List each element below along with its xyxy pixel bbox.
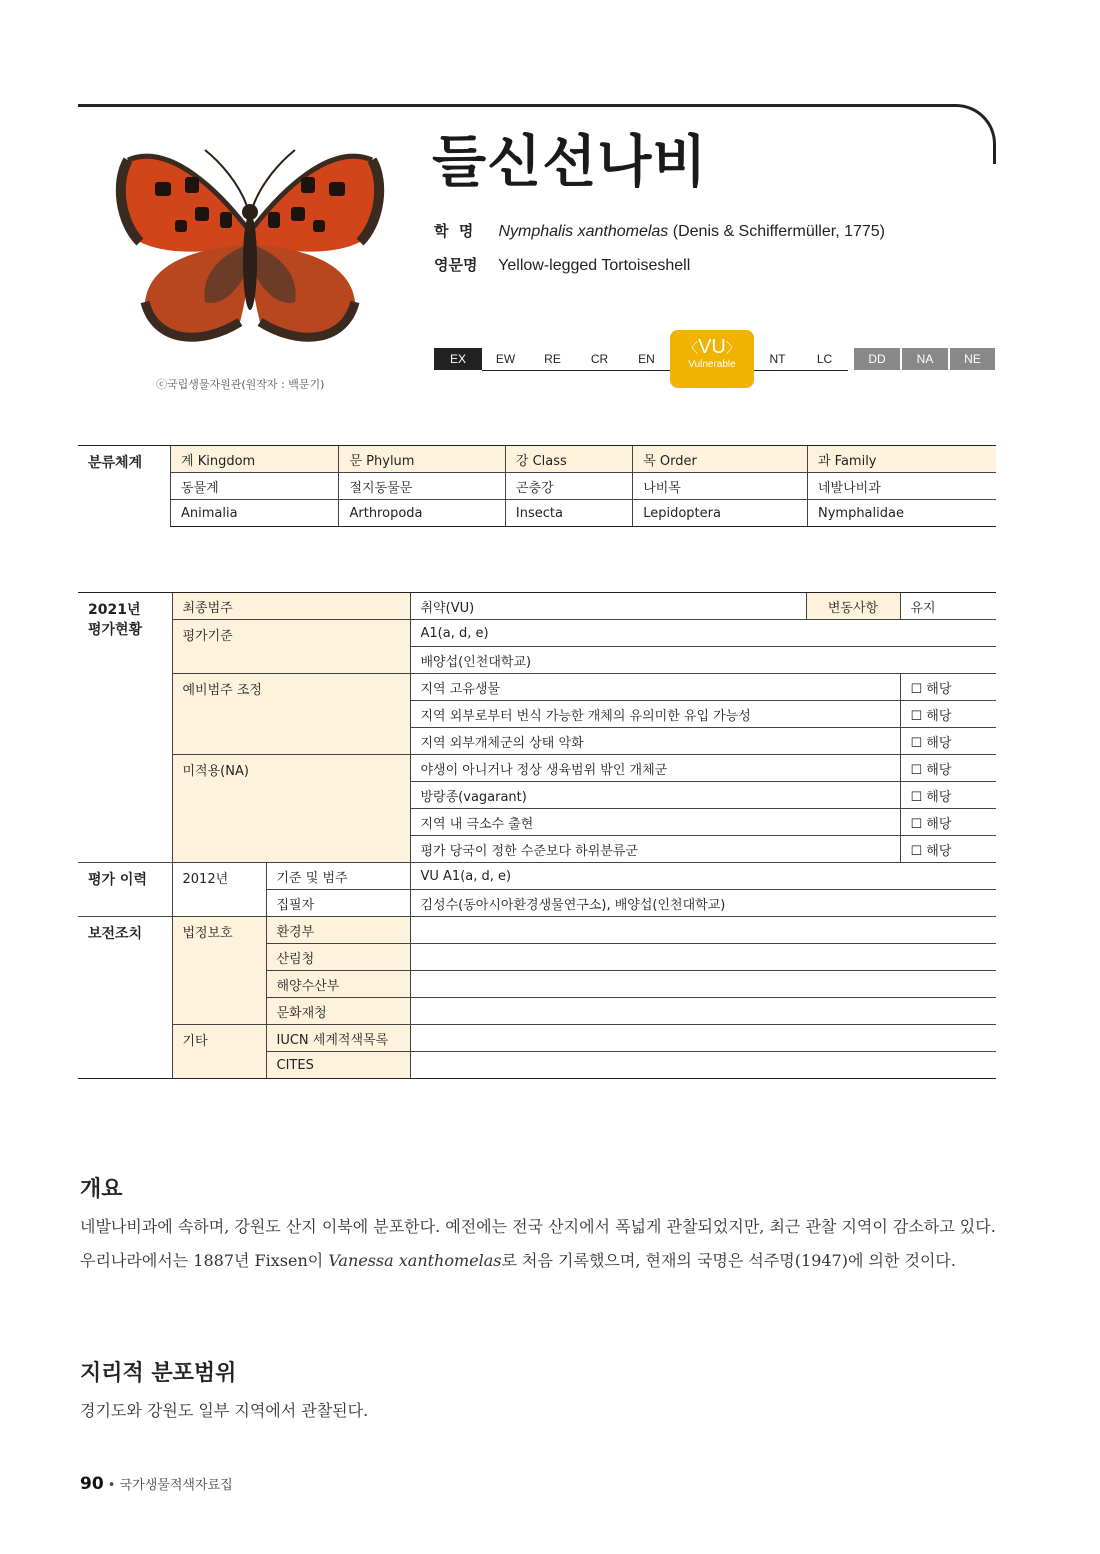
butterfly-image — [100, 132, 400, 372]
status-ne: NE — [950, 348, 995, 370]
status-ex: EX — [434, 348, 482, 370]
status-ew: EW — [482, 348, 529, 371]
history-year: 2012년 — [172, 863, 266, 917]
history-criteria-label: 기준 및 범주 — [266, 863, 410, 890]
distribution-text: 경기도와 강원도 일부 지역에서 관찰된다. — [80, 1401, 369, 1420]
page-footer: 90 • 국가생물적색자료집 — [80, 1474, 233, 1494]
regional-item: 지역 외부개체군의 상태 악화 — [410, 728, 900, 755]
assessment-table — [78, 592, 996, 1079]
distribution-heading: 지리적 분포범위 — [80, 1361, 237, 1386]
history-author-value: 김성수(동아시아환경생물연구소), 배양섭(인천대학교) — [410, 890, 996, 917]
status-vu-selected — [670, 330, 754, 388]
tax-latin: Nymphalidae — [807, 500, 996, 527]
check-item: ☐ 해당 — [900, 674, 996, 701]
overview-text-2: 로 처음 기록했으며, 현재의 국명은 석주명(1947)에 의한 것이다. — [501, 1251, 956, 1270]
history-author-label: 집필자 — [266, 890, 410, 917]
status-na: NA — [902, 348, 948, 370]
check-item: ☐ 해당 — [900, 701, 996, 728]
final-category-label: 최종범주 — [172, 593, 410, 620]
legal-item: 해양수산부 — [266, 971, 410, 998]
status-cr: CR — [576, 348, 623, 371]
taxonomy-label: 분류체계 — [78, 446, 171, 527]
status-en: EN — [623, 348, 670, 371]
page-title: 들신선나비 — [432, 130, 708, 195]
english-name: Yellow-legged Tortoiseshell — [498, 257, 691, 274]
regional-adjust-label: 예비범주 조정 — [172, 674, 410, 755]
other-value — [410, 1025, 996, 1052]
legal-value — [410, 917, 996, 944]
image-credit: ⓒ국립생물자원관(원작자 : 백문기) — [156, 378, 325, 391]
tax-latin: Lepidoptera — [633, 500, 808, 527]
regional-item: 지역 고유생물 — [410, 674, 900, 701]
chevron-left-icon: 〈 — [684, 340, 699, 356]
conservation-label: 보전조치 — [78, 917, 172, 1079]
other-value — [410, 1052, 996, 1079]
scientific-name-label: 학 명 — [434, 222, 474, 240]
check-item: ☐ 해당 — [900, 782, 996, 809]
overview-heading: 개요 — [80, 1177, 123, 1202]
book-title: 국가생물적색자료집 — [119, 1478, 233, 1493]
english-name-row — [434, 254, 690, 275]
tax-latin: Animalia — [171, 500, 339, 527]
final-category-value: 취약(VU) — [410, 593, 806, 620]
scientific-author: (Denis & Schiffermüller, 1775) — [668, 223, 885, 240]
status-nt: NT — [754, 348, 801, 371]
history-criteria-value: VU A1(a, d, e) — [410, 863, 996, 890]
tax-latin: Arthropoda — [339, 500, 505, 527]
assessor-value: 배양섭(인천대학교) — [410, 647, 996, 674]
legal-item: 산림청 — [266, 944, 410, 971]
tax-latin: Insecta — [505, 500, 632, 527]
legal-item: 문화재청 — [266, 998, 410, 1025]
tax-header: 계 Kingdom — [171, 446, 339, 473]
page-number: 90 — [80, 1474, 104, 1494]
tax-korean: 나비목 — [633, 473, 808, 500]
tax-korean: 절지동물문 — [339, 473, 505, 500]
legal-value — [410, 971, 996, 998]
tax-header: 문 Phylum — [339, 446, 505, 473]
na-label: 미적용(NA) — [172, 755, 410, 863]
other-item: IUCN 세계적색목록 — [266, 1025, 410, 1052]
overview-italic: Vanessa xanthomelas — [328, 1251, 502, 1270]
criteria-value: A1(a, d, e) — [410, 620, 996, 647]
taxonomy-table — [78, 445, 996, 527]
status-vu: VU — [698, 336, 726, 358]
change-label: 변동사항 — [806, 593, 900, 620]
other-item: CITES — [266, 1052, 410, 1079]
overview-text — [80, 1210, 1000, 1278]
criteria-label: 평가기준 — [172, 620, 410, 674]
na-item: 야생이 아니거나 정상 생육범위 밖인 개체군 — [410, 755, 900, 782]
na-item: 지역 내 극소수 출현 — [410, 809, 900, 836]
check-item: ☐ 해당 — [900, 728, 996, 755]
tax-korean: 동물계 — [171, 473, 339, 500]
overview-text-1: 네발나비과에 속하며, 강원도 산지 이북에 분포한다. 예전에는 전국 산지에서 폭넓게 관찰되었지만, 최근 관찰 지역이 감소하고 있다. 우리나라에서는 1887년 Fixsen이 — [80, 1217, 996, 1270]
na-item: 방랑종(vagarant) — [410, 782, 900, 809]
legal-value — [410, 998, 996, 1025]
regional-item: 지역 외부로부터 번식 가능한 개체의 유의미한 유입 가능성 — [410, 701, 900, 728]
legal-item: 환경부 — [266, 917, 410, 944]
scientific-name: Nymphalis xanthomelas — [498, 223, 669, 240]
status-dd: DD — [854, 348, 900, 370]
tax-korean: 곤충강 — [505, 473, 632, 500]
na-item: 평가 당국이 정한 수준보다 하위분류군 — [410, 836, 900, 863]
tax-header: 목 Order — [633, 446, 808, 473]
legal-value — [410, 944, 996, 971]
tax-korean: 네발나비과 — [807, 473, 996, 500]
status-lc: LC — [801, 348, 848, 371]
other-label: 기타 — [172, 1025, 266, 1079]
check-item: ☐ 해당 — [900, 836, 996, 863]
scientific-name-row — [434, 220, 885, 241]
assessment-2021-label: 2021년 평가현황 — [78, 593, 172, 863]
legal-protection-label: 법정보호 — [172, 917, 266, 1025]
chevron-right-icon: 〉 — [725, 340, 740, 356]
tax-header: 강 Class — [505, 446, 632, 473]
status-re: RE — [529, 348, 576, 371]
change-value: 유지 — [900, 593, 996, 620]
english-name-label: 영문명 — [434, 256, 478, 274]
tax-header: 과 Family — [807, 446, 996, 473]
status-vu-sub: Vulnerable — [688, 359, 736, 370]
history-label: 평가 이력 — [78, 863, 172, 917]
check-item: ☐ 해당 — [900, 755, 996, 782]
check-item: ☐ 해당 — [900, 809, 996, 836]
